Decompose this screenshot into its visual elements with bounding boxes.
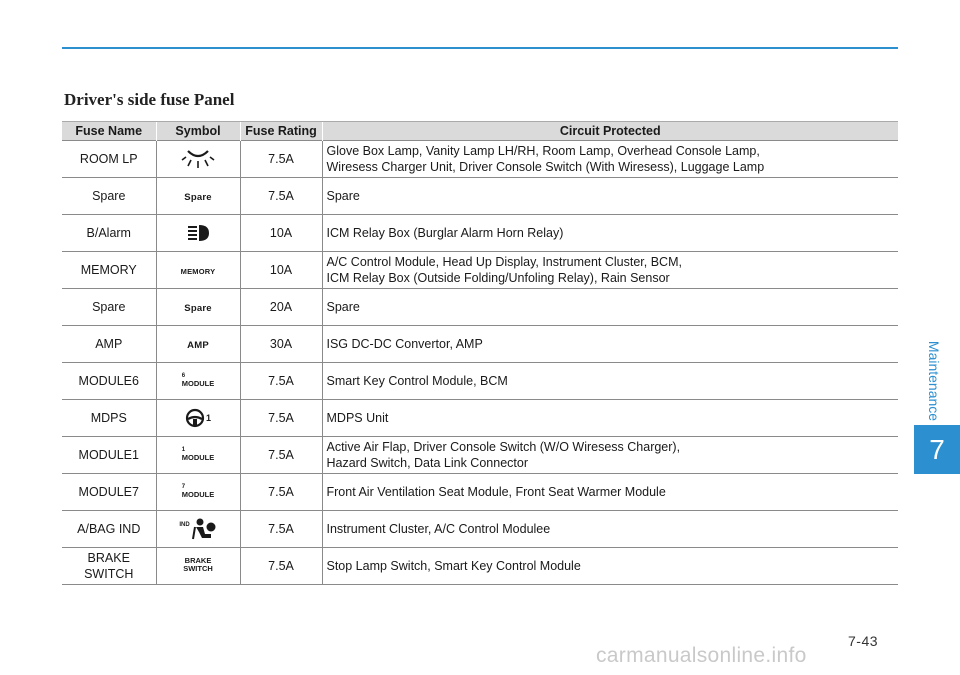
symbol-cell bbox=[156, 252, 240, 289]
circuit-protected-cell bbox=[322, 474, 898, 511]
circuit-text: ICM Relay Box (Burglar Alarm Horn Relay) bbox=[326, 226, 564, 240]
symbol-cell bbox=[156, 474, 240, 511]
stacked-symbol bbox=[183, 557, 213, 573]
fuse-table-body bbox=[62, 141, 898, 585]
symbol-text: Spare bbox=[184, 192, 212, 203]
table-row bbox=[62, 141, 898, 178]
fuse-rating: 7.5A bbox=[268, 485, 294, 499]
module-symbol bbox=[182, 483, 215, 499]
module-word: MODULE bbox=[181, 490, 215, 499]
circuit-text: ICM Relay Box (Outside Folding/Unfoling Relay), Rain Sensor bbox=[326, 271, 670, 285]
fuse-name-cell bbox=[62, 548, 156, 585]
circuit-text: MDPS Unit bbox=[326, 411, 389, 425]
module-word: MODULE bbox=[181, 453, 215, 462]
fuse-name-cell bbox=[62, 363, 156, 400]
module-symbol bbox=[182, 446, 215, 462]
table-header-row bbox=[62, 122, 898, 141]
circuit-text: Glove Box Lamp, Vanity Lamp LH/RH, Room Lamp, Overhead Console Lamp, bbox=[326, 144, 760, 158]
fuse-name: SWITCH bbox=[84, 567, 134, 581]
fuse-rating: 7.5A bbox=[268, 522, 294, 536]
circuit-text: Instrument Cluster, A/C Control Modulee bbox=[326, 522, 551, 536]
sidebar-section-label bbox=[920, 338, 948, 424]
circuit-text: ISG DC-DC Convertor, AMP bbox=[326, 337, 483, 351]
table-row bbox=[62, 326, 898, 363]
fuse-rating-cell bbox=[240, 141, 322, 178]
watermark: carmanualsonline.info bbox=[596, 644, 807, 667]
fuse-name: MDPS bbox=[90, 411, 127, 425]
symbol-cell bbox=[156, 215, 240, 252]
table-row bbox=[62, 474, 898, 511]
circuit-text: Spare bbox=[326, 189, 360, 203]
circuit-protected-cell bbox=[322, 511, 898, 548]
fuse-name: BRAKE bbox=[87, 551, 130, 565]
fuse-name: MODULE1 bbox=[78, 448, 139, 462]
module-number: 1 bbox=[181, 447, 186, 453]
circuit-protected-cell bbox=[322, 400, 898, 437]
table-row bbox=[62, 252, 898, 289]
circuit-protected-cell bbox=[322, 363, 898, 400]
headlamp-icon bbox=[186, 225, 210, 239]
fuse-name: MODULE6 bbox=[78, 374, 139, 388]
chapter-tab: 7 bbox=[914, 425, 960, 474]
symbol-cell bbox=[156, 178, 240, 215]
module-word: MODULE bbox=[181, 379, 215, 388]
fuse-rating-cell bbox=[240, 474, 322, 511]
fuse-rating: 10A bbox=[269, 263, 293, 277]
circuit-protected-cell bbox=[322, 289, 898, 326]
circuit-protected-cell bbox=[322, 326, 898, 363]
fuse-name-cell bbox=[62, 474, 156, 511]
fuse-name-cell bbox=[62, 326, 156, 363]
table-row bbox=[62, 363, 898, 400]
fuse-rating: 7.5A bbox=[268, 152, 294, 166]
fuse-name-cell bbox=[62, 178, 156, 215]
table-row bbox=[62, 437, 898, 474]
circuit-protected-cell bbox=[322, 437, 898, 474]
fuse-name: Spare bbox=[92, 189, 126, 203]
fuse-rating: 7.5A bbox=[268, 374, 294, 388]
fuse-name: B/Alarm bbox=[86, 226, 131, 240]
table-row bbox=[62, 289, 898, 326]
symbol-text: Spare bbox=[184, 303, 212, 314]
top-rule bbox=[62, 47, 898, 49]
circuit-protected-cell bbox=[322, 252, 898, 289]
header-fuse-rating: Fuse Rating bbox=[240, 122, 322, 141]
symbol-cell bbox=[156, 548, 240, 585]
fuse-name: AMP bbox=[95, 337, 123, 351]
module-number: 6 bbox=[181, 373, 186, 379]
fuse-rating: 30A bbox=[269, 337, 293, 351]
circuit-protected-cell bbox=[322, 141, 898, 178]
fuse-name-cell bbox=[62, 252, 156, 289]
circuit-protected-cell bbox=[322, 215, 898, 252]
symbol-cell bbox=[156, 400, 240, 437]
airbag-icon bbox=[191, 521, 217, 535]
header-circuit-protected: Circuit Protected bbox=[322, 122, 898, 141]
symbol-cell bbox=[156, 289, 240, 326]
room-lamp-icon bbox=[181, 151, 215, 165]
symbol-cell bbox=[156, 326, 240, 363]
fuse-name-cell bbox=[62, 215, 156, 252]
circuit-protected-cell bbox=[322, 548, 898, 585]
fuse-name-cell bbox=[62, 141, 156, 178]
table-row bbox=[62, 215, 898, 252]
circuit-text: A/C Control Module, Head Up Display, Instrument Cluster, BCM, bbox=[326, 255, 682, 269]
circuit-text: Smart Key Control Module, BCM bbox=[326, 374, 508, 388]
fuse-rating-cell bbox=[240, 178, 322, 215]
fuse-rating: 20A bbox=[269, 300, 293, 314]
circuit-text: Wiresess Charger Unit, Driver Console Switch (With Wiresess), Luggage Lamp bbox=[326, 160, 765, 174]
symbol-cell bbox=[156, 141, 240, 178]
fuse-rating-cell bbox=[240, 252, 322, 289]
fuse-rating: 7.5A bbox=[268, 189, 294, 203]
table-row bbox=[62, 548, 898, 585]
fuse-rating-cell bbox=[240, 400, 322, 437]
fuse-rating-cell bbox=[240, 326, 322, 363]
symbol-text: MEMORY bbox=[180, 267, 216, 276]
fuse-name-cell bbox=[62, 511, 156, 548]
symbol-line: SWITCH bbox=[183, 564, 213, 573]
table-row bbox=[62, 178, 898, 215]
symbol-cell bbox=[156, 437, 240, 474]
circuit-protected-cell bbox=[322, 178, 898, 215]
symbol-suffix: 1 bbox=[205, 413, 211, 423]
circuit-text: Front Air Ventilation Seat Module, Front Seat Warmer Module bbox=[326, 485, 666, 499]
fuse-name: Spare bbox=[92, 300, 126, 314]
fuse-rating-cell bbox=[240, 215, 322, 252]
fuse-rating: 7.5A bbox=[268, 559, 294, 573]
fuse-name: A/BAG IND bbox=[77, 522, 141, 536]
module-symbol bbox=[182, 372, 215, 388]
fuse-name-cell bbox=[62, 289, 156, 326]
circuit-text: Active Air Flap, Driver Console Switch (W/O Wiresess Charger), bbox=[326, 440, 681, 454]
module-number: 7 bbox=[181, 484, 186, 490]
header-symbol: Symbol bbox=[156, 122, 240, 141]
fuse-rating: 7.5A bbox=[268, 448, 294, 462]
symbol-cell bbox=[156, 363, 240, 400]
table-row bbox=[62, 400, 898, 437]
fuse-rating-cell bbox=[240, 289, 322, 326]
header-fuse-name: Fuse Name bbox=[62, 122, 156, 141]
table-row bbox=[62, 511, 898, 548]
fuse-name: MEMORY bbox=[80, 263, 137, 277]
symbol-cell bbox=[156, 511, 240, 548]
fuse-rating: 7.5A bbox=[268, 411, 294, 425]
symbol-line: BRAKE bbox=[184, 556, 212, 565]
symbol-text: AMP bbox=[187, 340, 209, 351]
fuse-table bbox=[62, 121, 898, 585]
symbol-prefix: IND bbox=[179, 522, 190, 528]
fuse-name: ROOM LP bbox=[79, 152, 138, 166]
section-title: Driver's side fuse Panel bbox=[64, 90, 235, 109]
fuse-name-cell bbox=[62, 437, 156, 474]
circuit-text: Hazard Switch, Data Link Connector bbox=[326, 456, 528, 470]
circuit-text: Stop Lamp Switch, Smart Key Control Module bbox=[326, 559, 581, 573]
steering-wheel-icon bbox=[185, 410, 205, 424]
sidebar-label-text: Maintenance bbox=[926, 340, 942, 422]
fuse-rating-cell bbox=[240, 511, 322, 548]
circuit-text: Spare bbox=[326, 300, 360, 314]
fuse-rating-cell bbox=[240, 363, 322, 400]
fuse-rating: 10A bbox=[269, 226, 293, 240]
fuse-name: MODULE7 bbox=[78, 485, 139, 499]
fuse-name-cell bbox=[62, 400, 156, 437]
page-number: 7-43 bbox=[848, 633, 879, 649]
fuse-rating-cell bbox=[240, 548, 322, 585]
fuse-rating-cell bbox=[240, 437, 322, 474]
